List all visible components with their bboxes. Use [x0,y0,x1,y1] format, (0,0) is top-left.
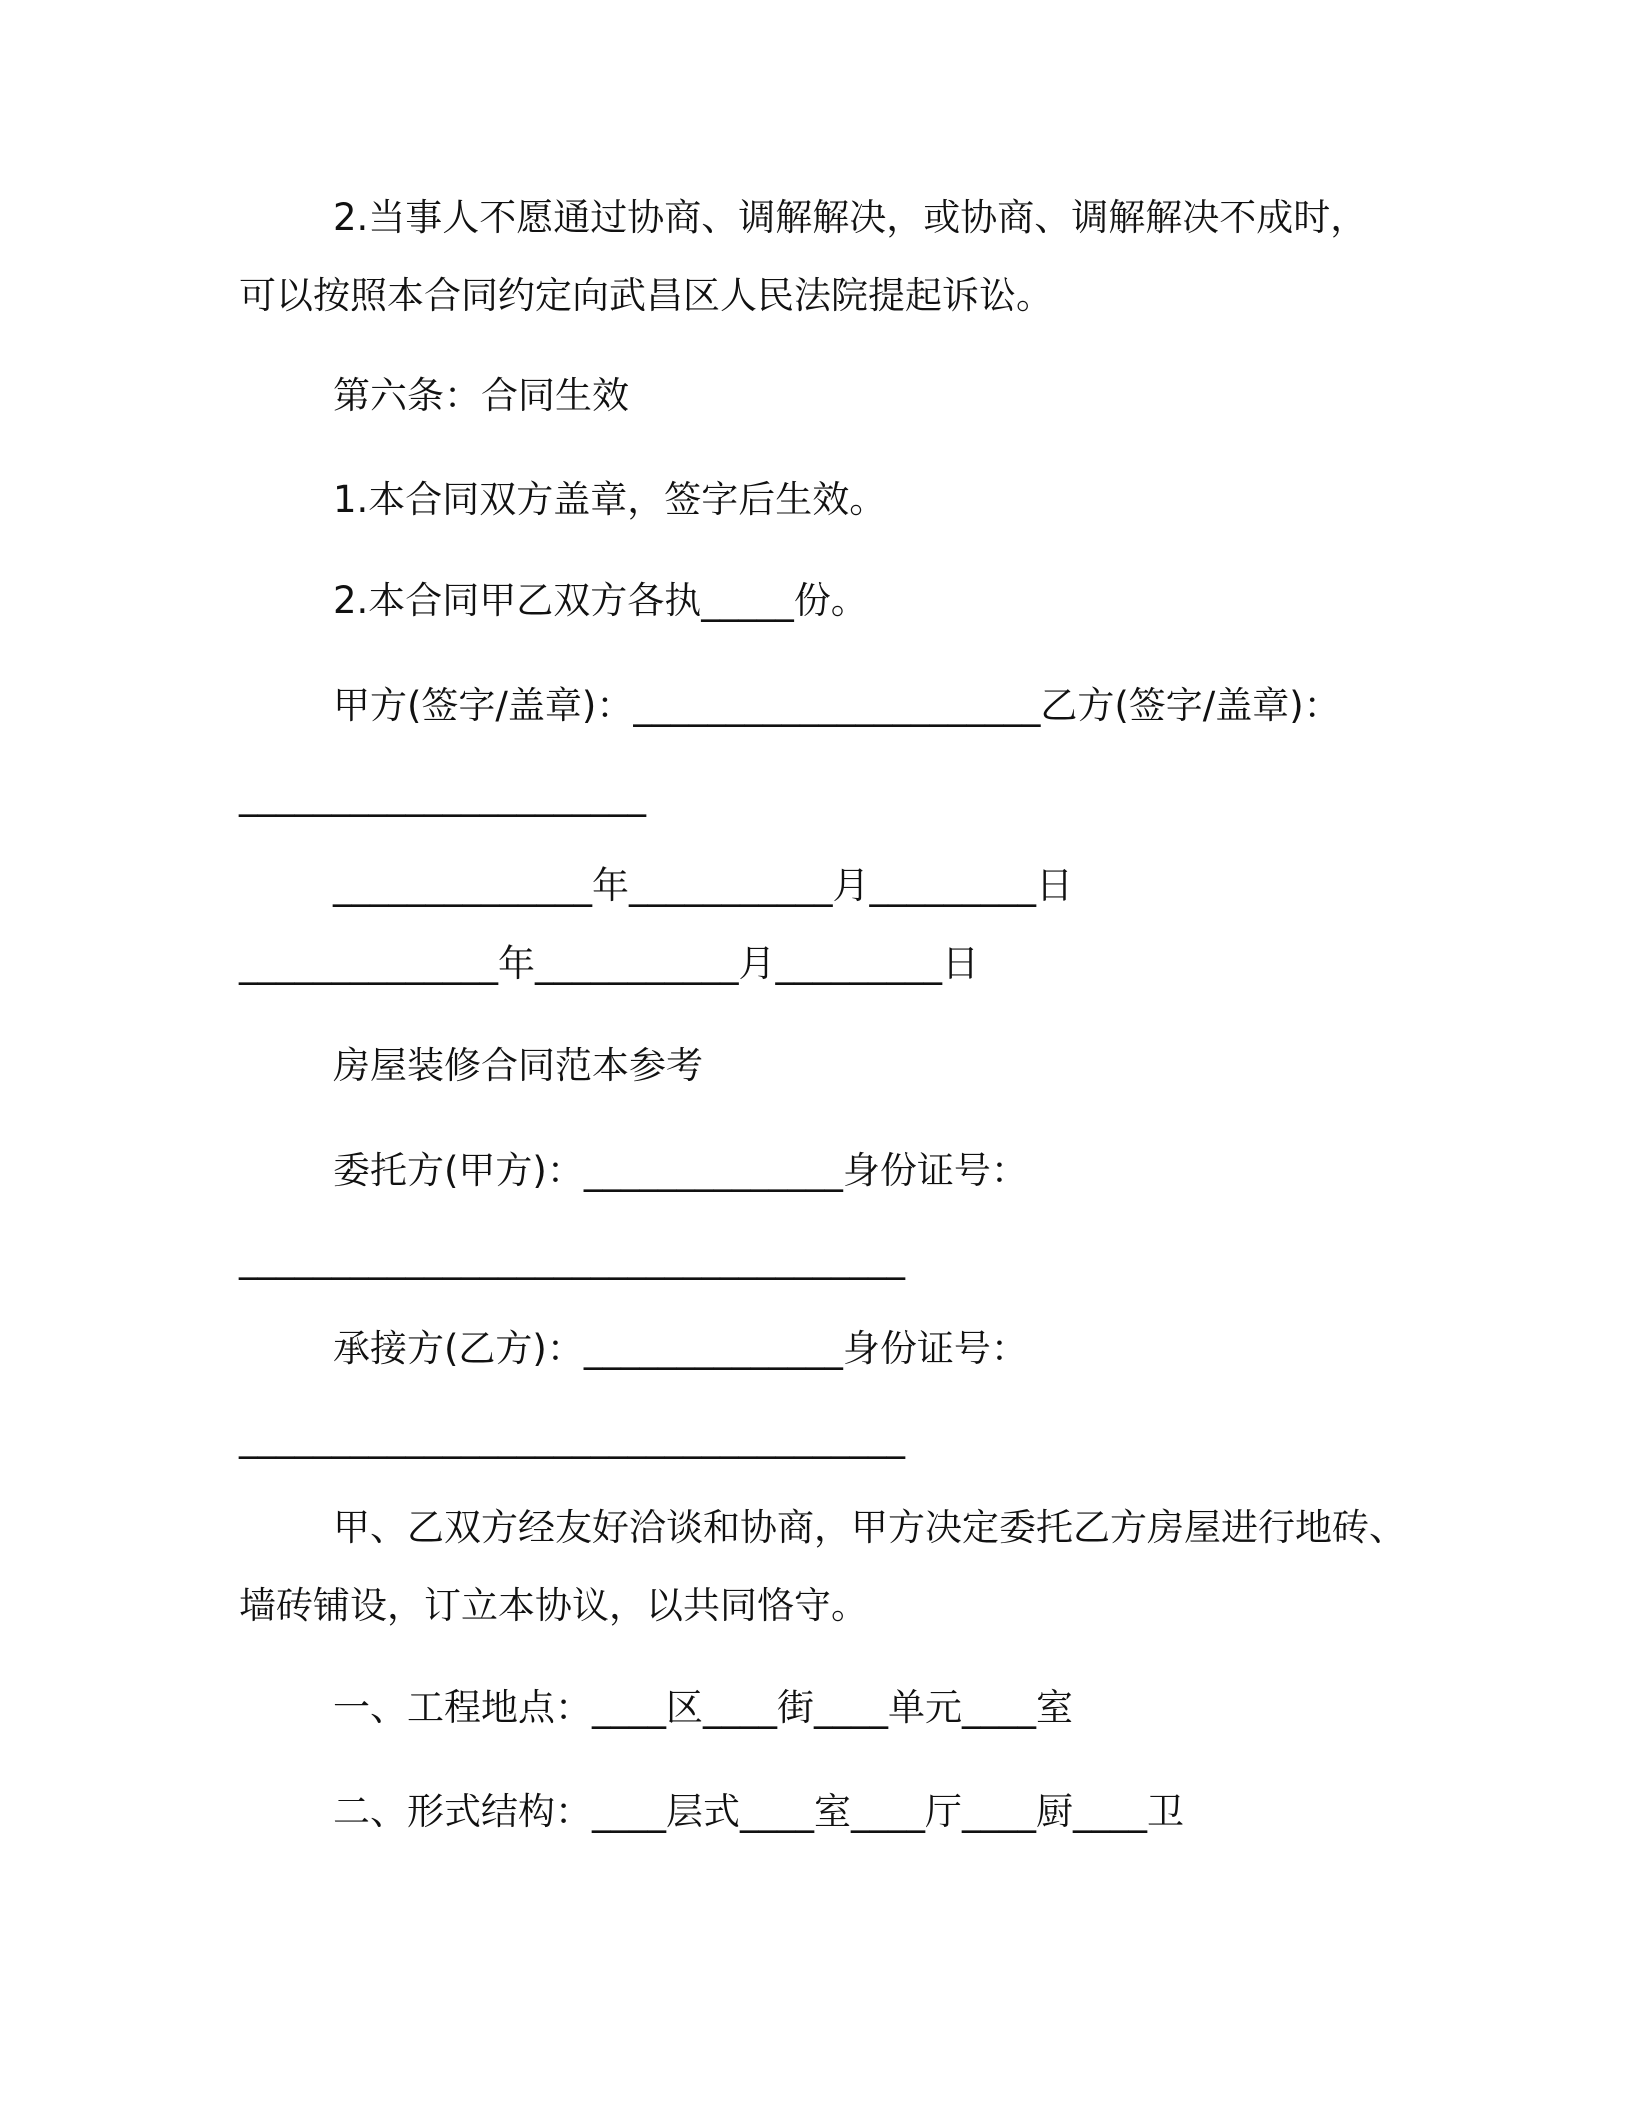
heading-article-six: 第六条：合同生效 [333,374,629,417]
contractor-party-b-line: 承接方(乙方)：______________身份证号： [333,1327,1028,1370]
client-id-blank: ____________________________________ [239,1237,905,1280]
client-party-a-line: 委托方(甲方)：______________身份证号： [333,1149,1028,1192]
paragraph-dispute-litigation-line2: 可以按照本合同约定向武昌区人民法院提起诉讼。 [239,274,1053,317]
clause-copies: 2.本合同甲乙双方各执_____份。 [333,579,868,622]
paragraph-dispute-litigation-line1: 2.当事人不愿通过协商、调解解决，或协商、调解解决不成时， [333,196,1368,239]
signature-line-party-b-blank: ______________________ [239,774,646,817]
agreement-intro-line2: 墙砖铺设，订立本协议，以共同恪守。 [239,1584,868,1627]
agreement-intro-line1: 甲、乙双方经友好洽谈和协商，甲方决定委托乙方房屋进行地砖、 [333,1506,1406,1549]
project-location-line: 一、工程地点：____区____街____单元____室 [333,1686,1073,1729]
contractor-id-blank: ____________________________________ [239,1416,905,1459]
clause-effective: 1.本合同双方盖章，签字后生效。 [333,478,887,521]
section-title-renovation-contract: 房屋装修合同范本参考 [333,1044,703,1087]
signature-line-parties: 甲方(签字/盖章)：______________________乙方(签字/盖章)： [333,684,1341,727]
date-line-party-a: ______________年___________月_________日 [333,864,1073,907]
structure-form-line: 二、形式结构：____层式____室____厅____厨____卫 [333,1790,1184,1833]
date-line-party-b: ______________年___________月_________日 [239,942,979,985]
